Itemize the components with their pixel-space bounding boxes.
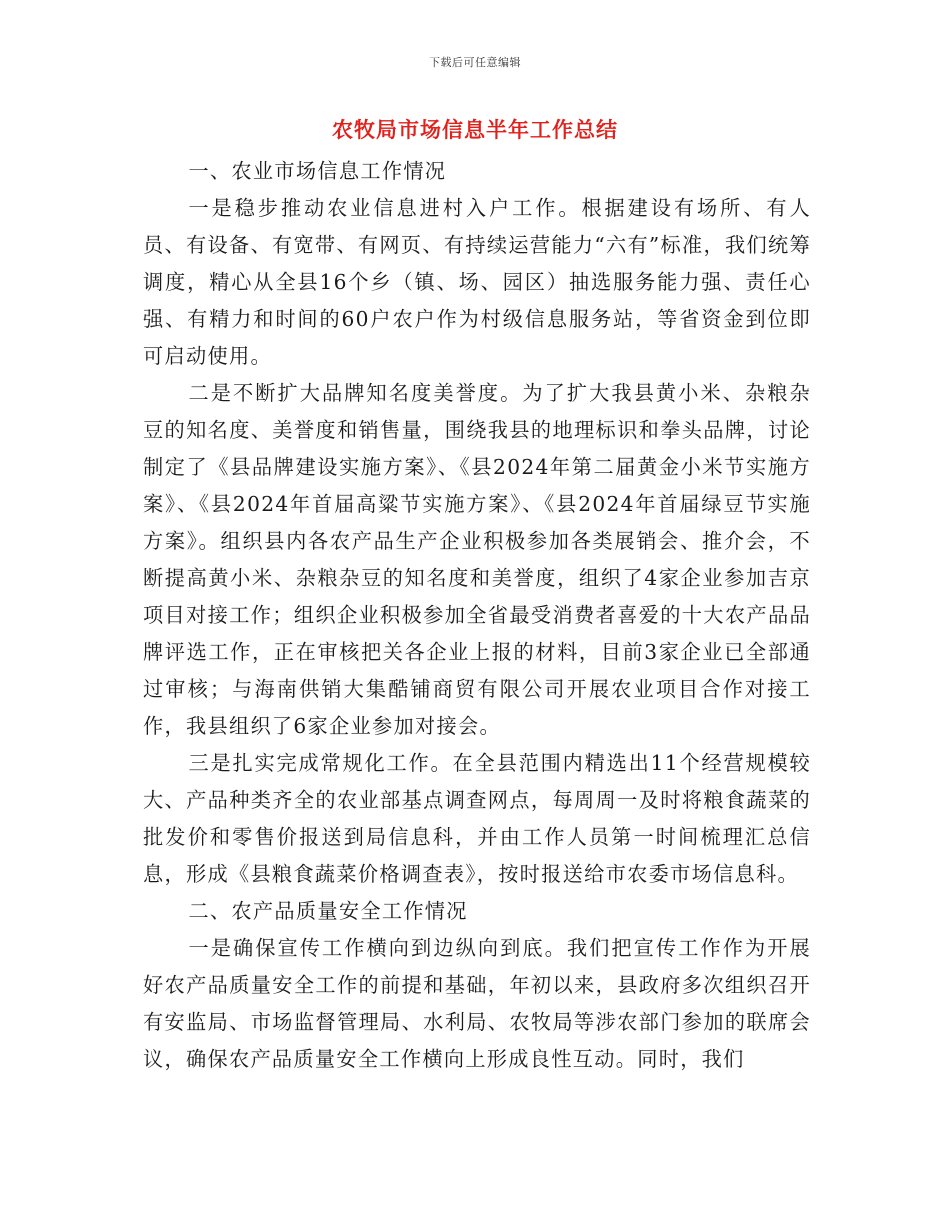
paragraph-info-into-villages: 一是稳步推动农业信息进村入户工作。根据建设有场所、有人员、有设备、有宽带、有网页、有持续运营能力“六有”标准，我们统筹调度，精心从全县16个乡（镇、场、园区）抽选服务能力强、责任心强、有精力和时间的60户农户作为村级信息服务站，等省资金到位即可启动使用。 — [143, 196, 811, 368]
paragraph-brand-reputation: 二是不断扩大品牌知名度美誉度。为了扩大我县黄小米、杂粮杂豆的知名度、美誉度和销售量，围绕我县的地理标识和拳头品牌，讨论制定了《县品牌建设实施方案》、《县2024年第二届黄金小米节实施方案》、《县2024年首届高粱节实施方案》、《县2024年首届绿豆节实施方案》。组织县内各农产品生产企业积极参加各类展销会、推介会，不断提高黄小米、杂粮杂豆的知名度和美誉度，组织了4家企业参加吉京项目对接工作；组织企业积极参加全省最受消费者喜爱的十大农产品品牌评选工作，正在审核把关各企业上报的材料，目前3家企业已全部通过审核；与海南供销大集酷铺商贸有限公司开展农业项目合作对接工作，我县组织了6家企业参加对接会。 — [143, 381, 811, 738]
document-title: 农牧局市场信息半年工作总结 — [332, 117, 618, 142]
document-body — [143, 153, 811, 1078]
header-note: 下载后可任意编辑 — [429, 56, 521, 69]
section-heading-quality-safety: 二、农产品质量安全工作情况 — [188, 899, 468, 923]
section-heading-market-info: 一、农业市场信息工作情况 — [188, 159, 447, 183]
paragraph-publicity-work: 一是确保宣传工作横向到边纵向到底。我们把宣传工作作为开展好农产品质量安全工作的前提和基础，年初以来，县政府多次组织召开有安监局、市场监督管理局、水利局、农牧局等涉农部门参加的联席会议，确保农产品质量安全工作横向上形成良性互动。同时，我们 — [143, 936, 811, 1071]
paragraph-routine-work: 三是扎实完成常规化工作。在全县范围内精选出11个经营规模较大、产品种类齐全的农业部基点调查网点，每周周一及时将粮食蔬菜的批发价和零售价报送到局信息科，并由工作人员第一时间梳理汇总信息，形成《县粮食蔬菜价格调查表》，按时报送给市农委市场信息科。 — [143, 751, 811, 886]
